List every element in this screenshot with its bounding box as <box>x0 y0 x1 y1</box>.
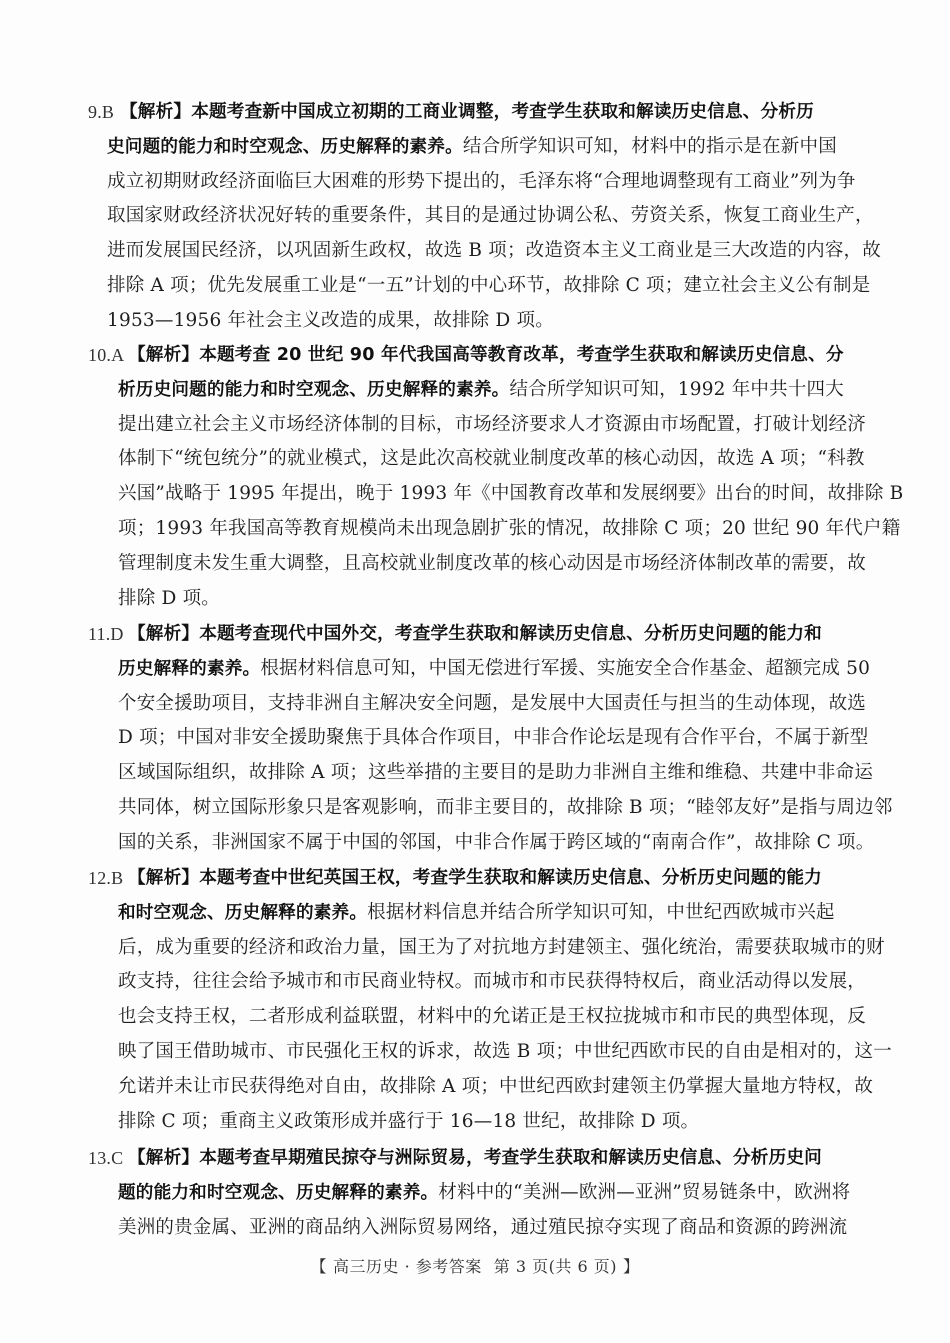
analysis-tag: 【解析】 <box>128 1148 200 1168</box>
footer-title: 高三历史 · 参考答案 <box>333 1257 482 1276</box>
body-line: 体制下“统包统分”的就业模式，这是此次高校就业制度改革的核心动因，故选 A 项；“科教 <box>118 448 865 470</box>
question-number: 10.A <box>88 345 125 365</box>
body-line: 项；1993 年我国高等教育规模尚未出现急剧扩张的情况，故排除 C 项；20 世纪 90 年代户籍 <box>118 517 901 539</box>
summary-text: 析历史问题的能力和时空观念、历史解释的素养。 <box>118 379 510 400</box>
body-line: 映了国王借助城市、市民强化王权的诉求，故选 B 项；中世纪西欧市民的自由是相对的，这一 <box>118 1040 892 1062</box>
footer-bracket-left: 【 <box>310 1257 328 1276</box>
answer-item-9 <box>88 95 881 339</box>
body-line: 政支持，往往会给予城市和市民商业特权。而城市和市民获得特权后，商业活动得以发展， <box>118 971 867 993</box>
question-number: 13.C <box>88 1148 124 1168</box>
analysis-tag: 【解析】 <box>120 102 192 122</box>
body-line: 个安全援助项目，支持非洲自主解决安全问题，是发展中大国责任与担当的生动体现，故选 <box>118 692 867 714</box>
body-text: 结合所学知识可知，材料中的指示是在新中国 <box>462 135 837 157</box>
question-number: 9.B <box>88 102 115 122</box>
summary-text: 和时空观念、历史解释的素养。 <box>118 902 368 923</box>
analysis-tag: 【解析】 <box>128 345 200 365</box>
summary-text: 史问题的能力和时空观念、历史解释的素养。 <box>107 136 463 157</box>
summary-text: 本题考查现代中国外交，考查学生获取和解读历史信息、分析历史问题的能力和 <box>199 624 822 644</box>
summary-text: 本题考查中世纪英国王权，考查学生获取和解读历史信息、分析历史问题的能力 <box>199 868 822 888</box>
footer-page-number: 第 3 页(共 6 页) <box>493 1257 617 1276</box>
body-line: 1953—1956 年社会主义改造的成果，故排除 D 项。 <box>107 309 554 331</box>
question-number: 12.B <box>88 868 124 888</box>
analysis-tag: 【解析】 <box>128 868 200 888</box>
body-line: 兴国”战略于 1995 年提出，晚于 1993 年《中国教育改革和发展纲要》出台的时间，故排除 B <box>118 483 904 505</box>
body-line: 美洲的贵金属、亚洲的商品纳入洲际贸易网络，通过殖民掠夺实现了商品和资源的跨洲流 <box>118 1216 848 1238</box>
body-line: 成立初期财政经济面临巨大困难的形势下提出的，毛泽东将“合理地调整现有工商业”列为争 <box>107 170 856 192</box>
body-line: 排除 A 项；优先发展重工业是“一五”计划的中心环节，故排除 C 项；建立社会主义公有制是 <box>107 274 871 296</box>
body-line: 共同体，树立国际形象只是客观影响，而非主要目的，故排除 B 项；“睦邻友好”是指与周边邻 <box>118 796 893 818</box>
summary-text: 题的能力和时空观念、历史解释的素养。 <box>118 1182 439 1203</box>
summary-text: 本题考查早期殖民掠夺与洲际贸易，考查学生获取和解读历史信息、分析历史问 <box>199 1148 822 1168</box>
body-line: 允诺并未让市民获得绝对自由，故排除 A 项；中世纪西欧封建领主仍掌握大量地方特权，故 <box>118 1075 874 1097</box>
body-line: 提出建立社会主义市场经济体制的目标，市场经济要求人才资源由市场配置，打破计划经济 <box>118 413 867 435</box>
summary-text: 本题考查新中国成立初期的工商业调整，考查学生获取和解读历史信息、分析历 <box>191 102 814 122</box>
answer-item-11 <box>88 617 893 861</box>
body-text: 根据材料信息可知，中国无偿进行军援、实施安全合作基金、超额完成 50 <box>260 657 871 679</box>
body-line: 后，成为重要的经济和政治力量，国王为了对抗地方封建领主、强化统治，需要获取城市的财 <box>118 936 885 958</box>
body-line: 管理制度未发生重大调整，且高校就业制度改革的核心动因是市场经济体制改革的需要，故 <box>118 552 867 574</box>
answer-item-10 <box>88 338 904 616</box>
answer-item-12 <box>88 861 892 1139</box>
question-number: 11.D <box>88 624 124 644</box>
body-text: 根据材料信息并结合所学知识可知，中世纪西欧城市兴起 <box>367 901 835 923</box>
body-line: 区域国际组织，故排除 A 项；这些举措的主要目的是助力非洲自主维和维稳、共建中非命运 <box>118 762 874 784</box>
body-line: 进而发展国民经济，以巩固新生政权，故选 B 项；改造资本主义工商业是三大改造的内容，故 <box>107 240 881 262</box>
body-line: 国的关系，非洲国家不属于中国的邻国，中非合作属于跨区域的“南南合作”，故排除 C 项。 <box>118 831 875 853</box>
body-line: 排除 D 项。 <box>118 587 220 609</box>
analysis-tag: 【解析】 <box>128 624 200 644</box>
body-line: 也会支持王权，二者形成利益联盟，材料中的允诺正是王权拉拢城市和市民的典型体现，反 <box>118 1006 867 1028</box>
page-footer <box>0 1254 950 1277</box>
summary-text: 本题考查 20 世纪 90 年代我国高等教育改革，考查学生获取和解读历史信息、分 <box>199 345 844 365</box>
body-text: 结合所学知识可知，1992 年中共十四大 <box>509 378 844 400</box>
body-line: 排除 C 项；重商主义政策形成并盛行于 16—18 世纪，故排除 D 项。 <box>118 1110 700 1132</box>
summary-text: 历史解释的素养。 <box>118 658 261 679</box>
footer-bracket-right: 】 <box>622 1257 640 1276</box>
answer-item-13 <box>88 1141 868 1245</box>
body-line: D 项；中国对非安全援助聚焦于具体合作项目，中非合作论坛是现有合作平台，不属于新型 <box>118 727 869 749</box>
body-line: 取国家财政经济状况好转的重要条件，其目的是通过协调公私、劳资关系，恢复工商业生产， <box>107 205 874 227</box>
body-text: 材料中的“美洲—欧洲—亚洲”贸易链条中，欧洲将 <box>438 1181 851 1203</box>
